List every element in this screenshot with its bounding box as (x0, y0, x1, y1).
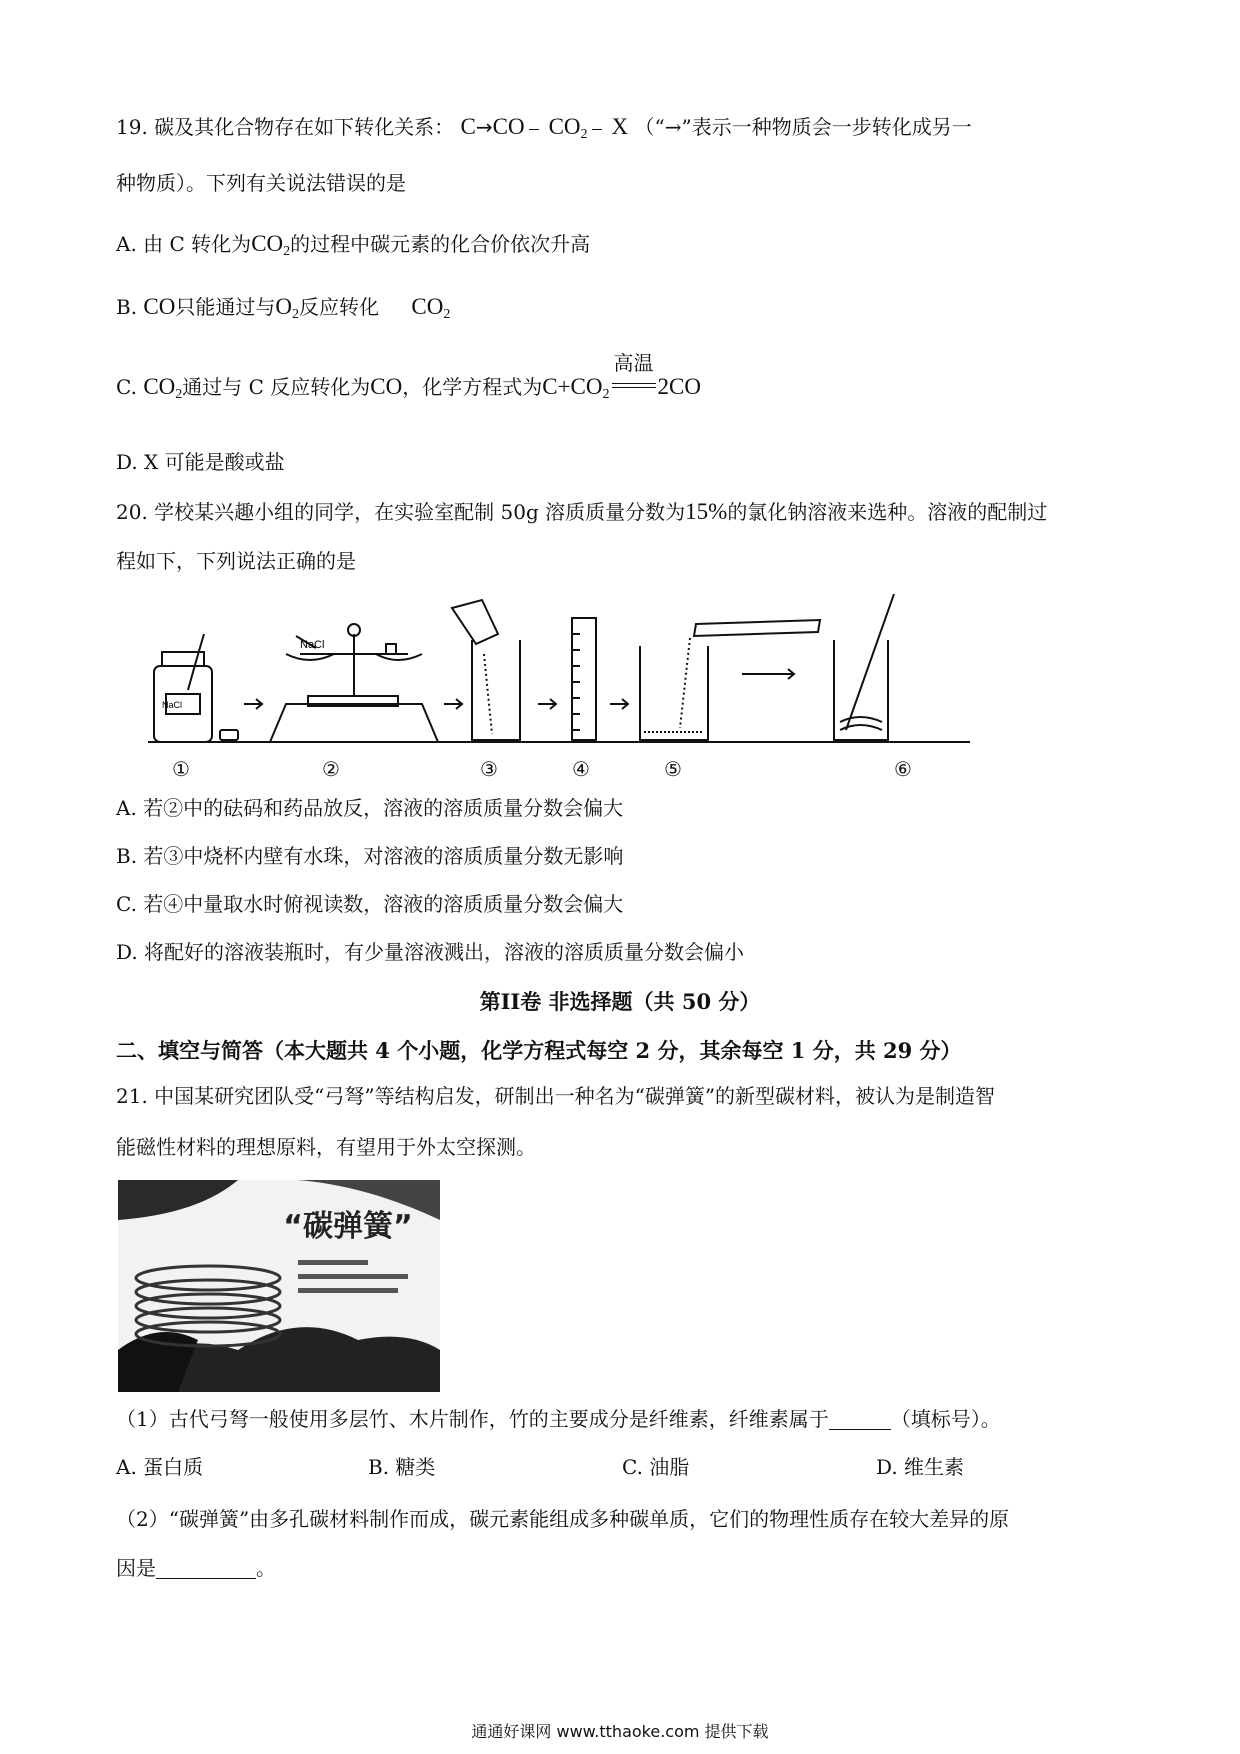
chain-arrow-1: → (475, 115, 493, 139)
nacl-label: NaCl (300, 639, 325, 651)
q19-c-mid2: ，化学方程式为 (402, 375, 543, 399)
q19-a-post: 的过程中碳元素的化合价依次升高 (290, 232, 591, 256)
page-footer: 通通好课网 www.tthaoke.com 提供下载 (471, 1722, 769, 1741)
q19-c-co2: $CO_2$ (143, 374, 183, 402)
beaker-paper-icon (452, 600, 520, 740)
q21-sub2-line1: （2）“碳弹簧”由多孔碳材料制作而成，碳元素能组成多种碳单质，它们的物理性质存在较大差异的原 (116, 1507, 1010, 1531)
experiment-figure (140, 594, 980, 784)
chain-co2: $CO_2$ (548, 114, 588, 142)
fig-label-4: ④ (572, 757, 590, 781)
section-title: 第II卷 非选择题（共 50 分） (479, 989, 761, 1014)
q20-option-c: C. 若④中量取水时俯视读数，溶液的溶质质量分数会偏大 (116, 892, 624, 916)
q19-stem-a: 碳及其化合物存在如下转化关系： (154, 115, 455, 139)
q20-percent: 15% (685, 499, 728, 524)
reagent-jar-icon (154, 634, 238, 742)
q19-b-o2: $O_2$ (275, 294, 299, 322)
answer-blank-1[interactable] (829, 1407, 891, 1430)
q21-choice-c: C. 油脂 (622, 1455, 690, 1479)
chain-co: CO (492, 114, 525, 139)
q19-c-pre: C. (116, 375, 137, 399)
chain-co2-text: CO (548, 114, 581, 139)
arrow-3 (538, 699, 556, 709)
arrow-2 (444, 699, 462, 709)
q21-sub1-a: （1）古代弓弩一般使用多层竹、木片制作，竹的主要成分是纤维素，纤维素属于 (116, 1407, 829, 1431)
q19-number: 19. (116, 115, 148, 139)
fig-label-5: ⑤ (664, 757, 682, 781)
photo-title: “碳弹簧” (283, 1209, 413, 1244)
q21-sub1-b: （填标号）。 (890, 1407, 1001, 1431)
q19-b-co2: $CO_2$ (411, 294, 451, 322)
q19-a-co2: $CO_2$ (251, 231, 291, 259)
section-heading: 二、填空与简答（本大题共 4 个小题，化学方程式每空 2 分，其余每空 1 分，共 29 分） (116, 1038, 962, 1063)
q21-choice-b: B. 糖类 (368, 1455, 436, 1479)
chain-dash-2 (592, 129, 602, 130)
q19-option-c (116, 351, 701, 402)
chain-dash-1 (529, 129, 539, 130)
q19-option-a (116, 229, 590, 259)
fig-label-2: ② (322, 757, 340, 781)
balance-icon (270, 624, 438, 742)
q19-stem-line1 (116, 112, 972, 142)
chain-x: X (611, 114, 629, 139)
condition-text: 高温 (613, 351, 654, 375)
q19-a-pre: A. 由 C 转化为 (116, 232, 252, 256)
q21-sub2-line2 (116, 1553, 276, 1583)
stirring-beaker-icon (834, 594, 894, 740)
q20-option-d: D. 将配好的溶液装瓶时，有少量溶液溅出，溶液的溶质质量分数会偏小 (116, 940, 745, 964)
q19-c-mid: 通过与 C 反应转化为 (182, 375, 371, 399)
fig-label-6: ⑥ (894, 757, 912, 781)
q19-option-d: D. X 可能是酸或盐 (116, 450, 285, 474)
q19-b-pre: B. (116, 295, 138, 319)
pouring-beaker-icon (640, 620, 820, 740)
q20-line1-end: 的氯化钠溶液来选种。溶液的配制过 (727, 500, 1048, 524)
answer-blank-2[interactable] (156, 1556, 256, 1579)
arrow-4 (610, 699, 628, 709)
chain-c: C (460, 114, 476, 139)
q21-sub2-b: 因是 (116, 1556, 156, 1580)
fig-label-1: ① (172, 757, 190, 781)
q19-c-co: CO (370, 374, 403, 399)
equals-sign (612, 383, 656, 388)
jar-nacl-label: NaCl (162, 700, 183, 710)
q21-choice-d: D. 维生素 (876, 1455, 965, 1479)
carbon-spring-photo (118, 1180, 440, 1392)
graduated-cylinder-icon (572, 618, 596, 740)
q21-choice-a: A. 蛋白质 (116, 1455, 204, 1479)
q20-stem-line2: 程如下，下列说法正确的是 (116, 549, 356, 573)
reaction-condition (610, 351, 658, 402)
q19-option-b (116, 292, 450, 322)
q20-option-b: B. 若③中烧杯内壁有水珠，对溶液的溶质质量分数无影响 (116, 844, 624, 868)
q21-sub2-c: 。 (256, 1556, 276, 1580)
q21-sub1 (116, 1404, 1001, 1434)
q19-b-mid: 只能通过与 (175, 295, 276, 319)
q19-c-reactants: $C+CO_2$ (542, 374, 610, 402)
q20-option-a: A. 若②中的砝码和药品放反，溶液的溶质质量分数会偏大 (116, 796, 624, 820)
q21-stem-line1: 21. 中国某研究团队受“弓弩”等结构启发，研制出一种名为“碳弹簧”的新型碳材料，被认为是制造智 (116, 1084, 996, 1108)
q21-stem-line2: 能磁性材料的理想原料，有望用于外太空探测。 (116, 1135, 536, 1159)
arrow-1 (244, 699, 262, 709)
q19-stem-b: （“→”表示一种物质会一步转化成另一 (634, 115, 972, 139)
q19-c-product: 2CO (657, 374, 701, 399)
q19-b-post: 反应转化 (299, 295, 379, 319)
q20-stem-line1 (116, 497, 1047, 527)
fig-label-3: ③ (480, 757, 498, 781)
q20-line1: 20. 学校某兴趣小组的同学，在实验室配制 50g 溶质质量分数为 (116, 500, 686, 524)
q19-stem-line2: 种物质）。下列有关说法错误的是 (116, 171, 406, 195)
q19-b-co: CO (143, 294, 176, 319)
